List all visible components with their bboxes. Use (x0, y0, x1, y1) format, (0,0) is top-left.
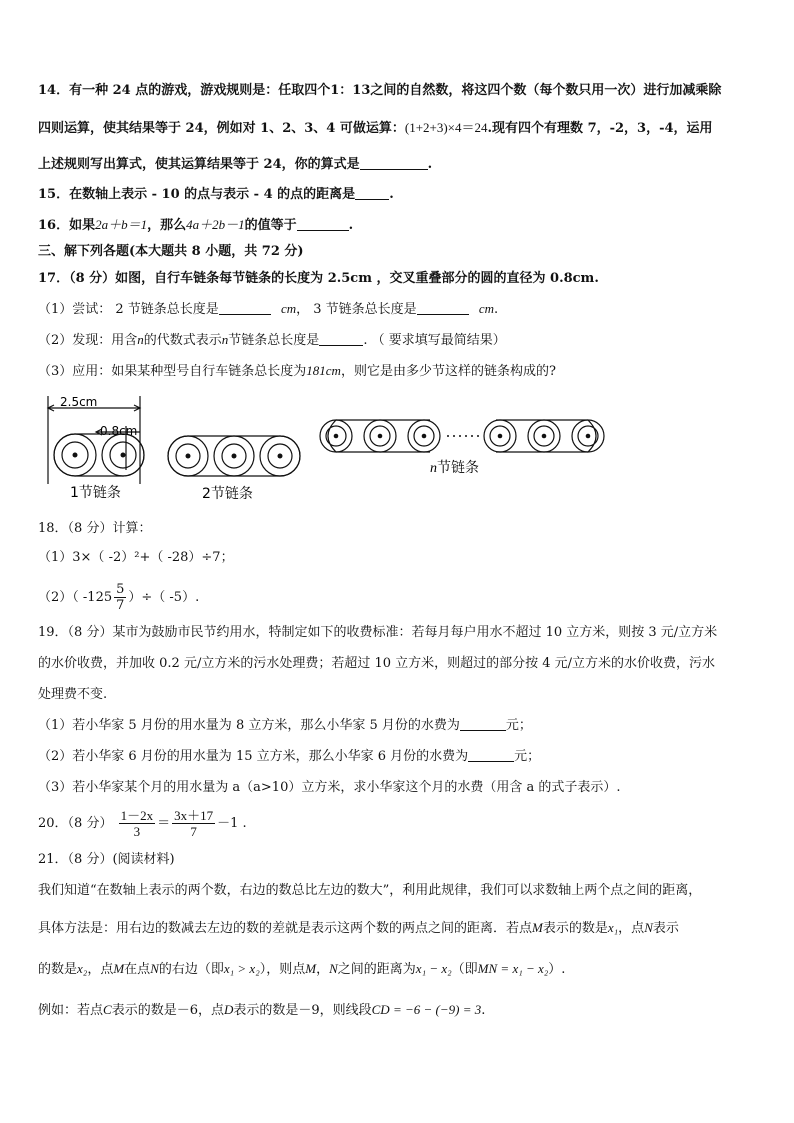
q17-part1: （1）尝试： 2 节链条总长度是 cm， 3 节链条总长度是 cm. (38, 301, 499, 317)
q18-part1: （1）3×（ -2）²+（ -28）÷7； (38, 550, 234, 565)
ellipsis-dots (447, 435, 479, 437)
q17-part3: （3）应用：如果某种型号自行车链条总长度为181cm，则它是由多少节这样的链条构成的? (38, 363, 556, 379)
q21-stem: 21．（8 分）(阅读材料) (38, 852, 175, 867)
q19-part1: （1）若小华家 5 月份的用水量为 8 立方米，那么小华家 5 月份的水费为 元； (38, 718, 532, 733)
chain-figure (40, 392, 620, 507)
one-link-chain (48, 396, 144, 484)
fraction-right: $\frac{3x+17}{7}$ (174, 808, 214, 839)
dim-label-2-5cm: 2.5cm (60, 395, 98, 409)
q14-line3: 上述规则写出算式，使其运算结果等于 24，你的算式是 . (38, 157, 433, 172)
q18-part2: （2）（ -125 $\frac{5}{7}$ ）÷（ -5）. (38, 582, 200, 613)
q19-part3: （3）若小华家某个月的用水量为 a（a>10）立方米，求小华家这个月的水费（用含 a 的式子表示）. (38, 780, 621, 795)
q14-line1: 14．有一种 24 点的游戏，游戏规则是：任取四个1：13之间的自然数，将这四个数（每个数只用一次）进行加减乘除 (38, 83, 722, 98)
answer-blank (417, 301, 469, 315)
caption-n-links: n节链条 (430, 460, 479, 476)
q16-formula1: 2a＋b＝1 (95, 217, 148, 232)
q17-part2: （2）发现：用含n的代数式表示n节链条总长度是 . （ 要求填写最简结果） (38, 332, 506, 348)
section-heading: 三、解下列各题(本大题共 8 小题，共 72 分) (38, 244, 304, 259)
caption-2-links: 2节链条 (202, 486, 253, 502)
answer-blank (360, 156, 428, 170)
q17-stem: 17．（8 分）如图，自行车链条每节链条的长度为 2.5cm ，交叉重叠部分的圆的直径为 0.8cm. (38, 271, 599, 286)
q19-line2: 的水价收费，并加收 0.2 元/立方米的污水处理费；若超过 10 立方米，则超过的部分按 4 元/立方米的水价收费，污水 (38, 656, 716, 671)
answer-blank (460, 717, 506, 731)
q21-line2: 具体方法是：用右边的数减去左边的数的差就是表示这两个数的两点之间的距离．若点M表示的数是x₁，点N表示 (38, 920, 679, 936)
answer-blank (355, 186, 389, 200)
q16-formula2: 4a＋2b－1 (186, 217, 245, 232)
q21-line1: 我们知道“在数轴上表示的两个数，右边的数总比左边的数大”，利用此规律，我们可以求数轴上两个点之间的距离， (38, 883, 702, 898)
q19-line3: 处理费不变. (38, 687, 108, 702)
q16-text: 16．如果2a＋b＝1，那么4a＋2b－1的值等于 . (38, 217, 354, 233)
answer-blank (468, 748, 514, 762)
q20-equation: 20．（8 分） $\frac{1-2x}{3}$ ＝ $\frac{3x+17}{7}$ －1 . (38, 808, 247, 839)
caption-1-link: 1节链条 (70, 485, 121, 501)
n-link-chain (320, 420, 604, 452)
answer-blank (297, 217, 349, 231)
q21-line4: 例如：若点C表示的数是－6，点D表示的数是－9，则线段CD = −6 − (−9) = 3. (38, 1002, 486, 1018)
dim-label-0-8cm: 0.8cm (100, 424, 138, 438)
fraction: $\frac{5}{7}$ (116, 582, 125, 613)
q19-part2: （2）若小华家 6 月份的用水量为 15 立方米，那么小华家 6 月份的水费为 元； (38, 749, 541, 764)
answer-blank (319, 332, 363, 346)
q14-line2: 四则运算，使其结果等于 24，例如对 1、2、3、4 可做运算：(1+2+3)×4＝24.现有四个有理数 7，-2，3，-4，运用 (38, 120, 713, 136)
answer-blank (219, 301, 271, 315)
q15-text: 15．在数轴上表示 - 10 的点与表示 - 4 的点的距离是 . (38, 187, 394, 202)
q14-formula: (1+2+3)×4＝24 (404, 120, 488, 135)
q19-line1: 19．（8 分）某市为鼓励市民节约用水，特制定如下的收费标准：若每月每户用水不超过 10 立方米，则按 3 元/立方米 (38, 625, 718, 640)
q18-stem: 18．（8 分）计算： (38, 521, 152, 536)
q21-line3: 的数是x₂，点M在点N的右边（即x₁ > x₂），则点M，N之间的距离为x₁ − x₂（即MN = x₁ − x₂）. (38, 961, 566, 977)
fraction-left: $\frac{1-2x}{3}$ (120, 808, 154, 839)
